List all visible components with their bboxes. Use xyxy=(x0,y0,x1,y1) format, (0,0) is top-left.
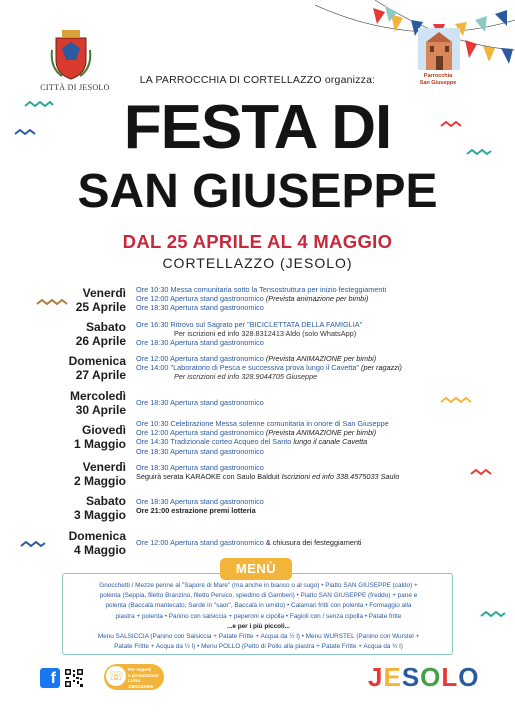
day-name: Mercoledì xyxy=(69,389,126,403)
event-line-text: Ore 14:00 "Laboratorio di Pesca e successiva prova lungo il Cavetta" xyxy=(136,363,362,373)
event-dates: DAL 25 APRILE AL 4 MAGGIO xyxy=(122,231,393,252)
menu-line: polenta (Seppia, filetto Branzino, filetto Persico, spiedino di Gamberi) • Piatto SAN GIUSEPPE (freddo) + pane e xyxy=(99,592,418,600)
event-line xyxy=(136,437,389,446)
day-name: Sabato xyxy=(85,494,126,508)
contact-line: Per esperti xyxy=(128,667,152,672)
event-line-note: (Prevista animazione per bimbi) xyxy=(265,294,369,304)
schedule-day xyxy=(58,286,126,314)
wave-decoration xyxy=(440,396,474,404)
city-crest-icon xyxy=(50,30,92,80)
schedule-events xyxy=(136,538,362,547)
parish-caption-line: San Giuseppe xyxy=(419,80,457,86)
menu-label: MENÙ xyxy=(220,558,292,580)
day-date: 1 Maggio xyxy=(73,437,126,451)
jesolo-logo xyxy=(368,662,480,692)
schedule-day xyxy=(58,460,126,488)
schedule-day xyxy=(58,494,126,522)
event-line: Ore 18:30 Apertura stand gastronomico xyxy=(136,303,264,313)
event-line: Ore 16:30 Ritrovo sul Sagrato per "BICICLETTATA DELLA FAMIGLIA" xyxy=(136,320,363,329)
day-date: 4 Maggio xyxy=(73,543,126,557)
event-title-line1: FESTA DI xyxy=(123,93,392,162)
event-line-text: Ore 12:00 Apertura stand gastronomico xyxy=(136,538,266,547)
event-title-line2: SAN GIUSEPPE xyxy=(77,165,438,218)
event-line-text: Ore 12:00 Apertura stand gastronomico xyxy=(136,294,266,304)
event-line-text: Ore 14:30 Tradizionale corteo Acqueo del Santo xyxy=(136,437,294,447)
menu-line: Gnocchetti / Mezze penne al "Sapore di Mare" (ma anche in bianco o al sugo) • Piatto SAN GIUSEPPE (caldo) + xyxy=(99,582,418,589)
logo-letter: O xyxy=(420,662,442,692)
event-line xyxy=(136,472,399,481)
event-line-note: (per ragazzi) xyxy=(361,363,402,373)
schedule-events xyxy=(136,463,399,481)
logo-letter: S xyxy=(401,662,421,692)
contact-line: e prenotazioni xyxy=(128,672,159,678)
schedule-day xyxy=(58,354,126,382)
event-line xyxy=(136,538,362,547)
parish-caption-line: Parrocchia xyxy=(423,73,453,79)
schedule-events xyxy=(136,419,389,456)
event-line: Ore 21:00 estrazione premi lotteria xyxy=(136,506,256,516)
wave-decoration xyxy=(20,540,46,548)
contact-line: LUNA 3404343095 xyxy=(128,678,154,689)
event-line-note: lungo il canale Cavetta xyxy=(293,437,368,447)
event-line: Ore 18:30 Apertura stand gastronomico xyxy=(136,338,264,348)
menu-line: Patate Fritte + Acqua da ½ l) • Menu POLLO (Petto di Pollo alla piastra + Patate Fritte + Acqua da ½ l) xyxy=(114,643,403,651)
event-line: Per iscrizioni ed info 328.9044705 Giuseppe xyxy=(174,372,318,382)
day-name: Domenica xyxy=(68,529,126,543)
event-place: CORTELLAZZO (JESOLO) xyxy=(162,255,353,271)
event-line: Ore 18:30 Apertura stand gastronomico xyxy=(136,497,264,506)
menu-line: Menu SALSICCIA (Panino con Salsiccia + Patate Fritte + Acqua da ½ l) • Menu WURSTEL (Panino con Wurstel + xyxy=(97,633,420,641)
schedule-events xyxy=(136,354,402,382)
day-date: 3 Maggio xyxy=(73,508,126,522)
menu-text xyxy=(67,581,450,652)
schedule-events xyxy=(136,320,362,348)
day-date: 26 Aprile xyxy=(75,334,126,348)
schedule-day xyxy=(58,529,126,557)
logo-letter: E xyxy=(383,662,402,692)
event-line-tail: & chiusura dei festeggiamenti xyxy=(265,538,362,547)
schedule-events xyxy=(136,398,264,407)
event-line-text: Ore 12:00 Apertura stand gastronomico xyxy=(136,354,266,363)
event-line: Ore 10:30 Celebrazione Messa solenne comunitaria in onore di San Giuseppe xyxy=(136,419,389,428)
logo-letter: J xyxy=(368,662,384,692)
event-line-text: Seguirà serata KARAOKE con Saulo Balduit xyxy=(136,472,282,482)
logo-letter: L xyxy=(441,662,459,692)
schedule-events xyxy=(136,285,386,313)
event-line: Ore 18:30 Apertura stand gastronomico xyxy=(136,463,264,472)
day-name: Venerdì xyxy=(82,286,126,300)
schedule-day xyxy=(58,320,126,348)
event-line-text: Ore 12:00 Apertura stand gastronomico xyxy=(136,428,266,438)
logo-letter: O xyxy=(458,662,480,692)
day-name: Sabato xyxy=(85,320,126,334)
event-line-note: (Prevista ANIMAZIONE per bimbi) xyxy=(265,428,377,438)
facebook-icon[interactable]: f xyxy=(40,668,60,688)
church-icon xyxy=(418,28,460,70)
schedule-day xyxy=(58,423,126,451)
schedule-day xyxy=(58,389,126,417)
wave-decoration xyxy=(470,468,492,476)
wave-decoration xyxy=(480,610,506,618)
menu-line: polenta (Baccalà mantecato, Sarde in "saor", Baccalà in umido) • Calamari fritti con polenta • Formaggio alla xyxy=(105,602,412,610)
day-name: Domenica xyxy=(68,354,126,368)
event-line xyxy=(136,354,402,363)
event-line: Ore 18:30 Apertura stand gastronomico xyxy=(136,398,264,407)
event-line-note: (Prevista ANIMAZIONE per bimbi) xyxy=(265,354,377,363)
organizer-line: LA PARROCCHIA DI CORTELLAZZO organizza: xyxy=(139,74,376,86)
day-date: 25 Aprile xyxy=(75,300,126,314)
event-line: Ore 18:30 Apertura stand gastronomico xyxy=(136,446,264,456)
city-caption: CITTÀ DI JESOLO xyxy=(40,83,110,92)
event-line xyxy=(136,363,402,372)
day-date: 27 Aprile xyxy=(75,368,126,382)
qr-code-icon[interactable] xyxy=(64,668,84,688)
event-line-note: Iscrizioni ed info 338.4575033 Saulo xyxy=(281,472,400,482)
contact-text xyxy=(128,667,166,689)
phone-icon: ☏ xyxy=(106,666,126,686)
event-line xyxy=(136,428,389,437)
day-name: Giovedì xyxy=(81,423,126,437)
day-name: Venerdì xyxy=(82,460,126,474)
event-line: Per iscrizioni ed info 328.8312413 Aldo (solo WhatsApp) xyxy=(174,329,357,339)
day-date: 30 Aprile xyxy=(75,403,126,417)
schedule-events xyxy=(136,497,264,515)
menu-line: piastra + polenta • Panino con salsiccia + peperoni e cipolla • Fagioli con / senza cipolla • Patate fritte xyxy=(115,612,402,620)
event-line: Ore 10:30 Messa comunitaria sotto la Tensostruttura per inizio festeggiamenti xyxy=(136,285,387,294)
menu-line: ...e per i più piccoli... xyxy=(227,622,290,630)
event-line xyxy=(136,294,386,303)
day-date: 2 Maggio xyxy=(73,474,126,488)
